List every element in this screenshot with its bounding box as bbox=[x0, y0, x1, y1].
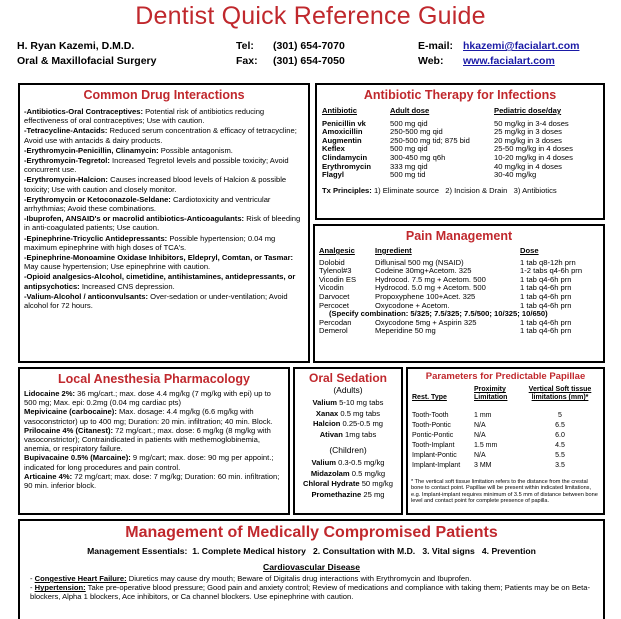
antibiotic-row-cell: Penicillin vk bbox=[322, 118, 366, 128]
papillae-row-cell: 5.5 bbox=[555, 452, 565, 459]
antibiotic-row-cell: 25 mg/kg in 3 doses bbox=[494, 127, 562, 137]
drug-interaction-item-term: -Epinephrine-Tricyclic Antidepressants: bbox=[24, 233, 168, 243]
pain-header-row bbox=[319, 247, 599, 256]
adult-sedation-item bbox=[297, 419, 399, 430]
web-link bbox=[463, 55, 555, 67]
pain-specify: (Specify combination: 5/325; 7.5/325; 7.5/500; 10/325; 10/650) bbox=[329, 309, 548, 319]
antibiotic-row-cell: 50 mg/kg in 3-4 doses bbox=[494, 118, 569, 128]
drug-interaction-item-term: -Opioid analgesics-Alcohol, cimetidine, antihistamines, antidepressants, or antipsychotics: bbox=[24, 272, 296, 291]
drug-interaction-item-term: -Erythromycin or Ketoconazole-Seldane: bbox=[24, 194, 171, 204]
drug-interaction-item-term: -Ibuprofen, ANSAID's or macrolid antibiotics-Anticoagulants: bbox=[24, 214, 245, 224]
compromised-title: Management of Medically Compromised Patients bbox=[125, 524, 498, 541]
ingredient-header: Ingredient bbox=[375, 246, 412, 255]
page-title: Dentist Quick Reference Guide bbox=[135, 2, 486, 30]
papillae-row-cell: Pontic-Pontic bbox=[412, 432, 454, 439]
anesthesia-item bbox=[24, 407, 284, 425]
compromised-box bbox=[18, 519, 605, 619]
drug-interaction-item-desc: May cause hypertension; Use epinephrine with caution. bbox=[24, 262, 211, 272]
papillae-row bbox=[411, 441, 600, 451]
pain-row-cell: Hydrocod. 5.0 mg + Acetom. 500 bbox=[375, 283, 486, 293]
antibiotic-row-cell: 300-450 mg q6h bbox=[390, 152, 446, 162]
pain-row-cell: 1-2 tabs q4-6h prn bbox=[520, 266, 583, 276]
adult-sedation-item-desc: 0.25-0.5 mg bbox=[340, 419, 384, 428]
adult-sedation-item-term: Valium bbox=[312, 398, 338, 407]
anesthesia-item-desc: 9 mg/cart; max. dose: 90 mg per appoint.; indicated for long procedures and pain control. bbox=[24, 453, 274, 472]
cardio-item: - Congestive Heart Failure: Diuretics may cause dry mouth; Beware of Digitalis drug interactions with Erythromycin and Ibuprofen. bbox=[30, 574, 472, 583]
antibiotic-header-row bbox=[322, 107, 598, 116]
pain-row-cell: 1 tab q4-6h prn bbox=[520, 283, 572, 293]
pain-row-cell: Darvocet bbox=[319, 291, 350, 301]
antibiotic-table bbox=[322, 107, 598, 180]
drug-interaction-item bbox=[24, 195, 304, 213]
papillae-row bbox=[411, 461, 600, 471]
antibiotic-row-cell: 333 mg qid bbox=[390, 161, 428, 171]
cardio-item-desc: Diuretics may cause dry mouth; Beware of Digitalis drug interactions with Erythromycin and Ibuprofen. bbox=[126, 574, 472, 583]
papillae-box bbox=[406, 367, 605, 515]
tx-principles bbox=[322, 186, 598, 195]
children-sedation-item bbox=[297, 479, 399, 490]
papillae-row-cell: Tooth-Tooth bbox=[412, 412, 449, 419]
drug-interaction-item-term: -Erythromycin-Penicillin, Clinamycin: bbox=[24, 145, 159, 155]
antibiotic-row-cell: Flagyl bbox=[322, 170, 344, 180]
pain-row-cell: Demerol bbox=[319, 326, 348, 336]
antibiotic-row-cell: 500 mg tid bbox=[390, 170, 426, 180]
papillae-note: * The vertical soft tissue limitation refers to the distance from the crestal bone to contact point. Papillae will be present within indicated limitations, e.g. Implant-implant requires minimum of 3.5 mm of distance between bone level and contact point for complete presence of papilla. bbox=[411, 479, 598, 505]
cardio-item-term: Hypertension: bbox=[34, 583, 86, 593]
pain-row-cell: Oxycodone 5mg + Aspirin 325 bbox=[375, 317, 477, 327]
pain-row-cell: Propoxyphene 100+Acet. 325 bbox=[375, 291, 476, 301]
anesthesia-item-desc: 72 mg/cart.; max. dose: 6 mg/kg (8 mg/kg with vasoconstrictor); Contraindicated in patients with methemoglobinemia, anemia, or respiratory failure. bbox=[24, 425, 271, 454]
drug-interaction-item bbox=[24, 272, 304, 290]
sedation-box bbox=[293, 367, 403, 515]
anesthesia-item-term: Lidocaine 2%: bbox=[24, 389, 76, 398]
antibiotic-row-cell: 500 mg qid bbox=[390, 118, 428, 128]
pain-row bbox=[319, 327, 599, 336]
pain-row-cell: Percocet bbox=[319, 300, 349, 310]
web-link-text[interactable]: www.facialart.com bbox=[463, 55, 555, 67]
pain-row-cell: Percodan bbox=[319, 317, 352, 327]
anesthesia-box bbox=[18, 367, 290, 515]
pain-row-cell: 1 tab q4-6h prn bbox=[520, 274, 572, 284]
drug-interaction-item-term: -Tetracycline-Antacids: bbox=[24, 126, 108, 136]
anesthesia-item bbox=[24, 453, 284, 471]
adult-sedation-item bbox=[297, 430, 399, 441]
children-sedation-item-term: Valium bbox=[311, 458, 336, 467]
antibiotic-row-cell: 25-50 mg/kg in 4 doses bbox=[494, 144, 573, 154]
tel-value: (301) 654-7070 bbox=[273, 40, 345, 52]
anesthesia-item bbox=[24, 389, 284, 407]
pediatric-dose-header: Pediatric dose/day bbox=[494, 106, 562, 115]
papillae-row bbox=[411, 431, 600, 441]
adult-sedation-item-desc: 5-10 mg tabs bbox=[337, 398, 384, 407]
adult-sedation-item-term: Xanax bbox=[315, 408, 339, 418]
proximity-header: Proximity Limitation bbox=[474, 386, 508, 401]
antibiotic-row-cell: 30-40 mg/kg bbox=[494, 170, 537, 180]
papillae-row-cell: Tooth-Implant bbox=[412, 442, 455, 449]
drug-interaction-item-desc: Risk of bleeding in anti-coagulated patients; Use caution. bbox=[24, 214, 301, 233]
children-sedation-item-term: Midazolam bbox=[310, 468, 350, 478]
pain-row-cell: Tylenol#3 bbox=[319, 266, 352, 276]
children-sedation-item-desc: 0.3-0.5 mg/kg bbox=[335, 458, 385, 467]
papillae-row-cell: N/A bbox=[474, 452, 486, 459]
drug-interaction-item-term: -Antibiotics-Oral Contraceptives: bbox=[24, 107, 143, 116]
drug-interaction-item-term: -Erythromycin-Tegretol: bbox=[24, 156, 110, 166]
analgesic-header: Analgesic bbox=[319, 246, 355, 255]
papillae-table bbox=[411, 385, 600, 471]
papillae-row-cell: 3 MM bbox=[474, 462, 492, 469]
drug-interaction-item bbox=[24, 175, 304, 193]
children-sedation-item-term: Chloral Hydrate bbox=[303, 479, 360, 488]
doctor-specialty: Oral & Maxillofacial Surgery bbox=[17, 55, 157, 67]
adult-sedation-item-desc: 1mg tabs bbox=[342, 429, 377, 439]
papillae-row bbox=[411, 411, 600, 421]
drug-interaction-item-desc: Increased Tegretol levels and possible toxicity; Avoid concurrent use. bbox=[24, 156, 289, 175]
children-sedation-item-desc: 50 mg/kg bbox=[359, 479, 393, 488]
papillae-row-cell: 1.5 mm bbox=[474, 442, 498, 449]
antibiotic-row-cell: 40 mg/kg in 4 doses bbox=[494, 161, 562, 171]
drug-interaction-item-desc: Increased CNS depression. bbox=[79, 281, 175, 291]
antibiotic-row bbox=[322, 171, 598, 180]
tx-principles-text: 1) Eliminate source 2) Incision & Drain 3) Antibiotics bbox=[373, 185, 557, 195]
pain-box bbox=[313, 224, 605, 363]
anesthesia-item-term: Mepivicaine (carbocaine): bbox=[24, 407, 117, 417]
papillae-row-cell: Implant-Implant bbox=[412, 462, 461, 469]
children-sedation-item-term: Promethazine bbox=[311, 489, 362, 499]
antibiotic-row-cell: Erythromycin bbox=[322, 161, 371, 171]
management-essentials: Management Essentials: 1. Complete Medical history 2. Consultation with M.D. 3. Vital signs 4. Prevention bbox=[87, 546, 536, 556]
drug-interaction-item bbox=[24, 107, 304, 125]
children-label: (Children) bbox=[329, 445, 367, 455]
sedation-title: Oral Sedation bbox=[308, 371, 388, 385]
web-label: Web: bbox=[418, 55, 444, 67]
cardio-title: Cardiovascular Disease bbox=[263, 562, 360, 572]
children-sedation-item bbox=[297, 490, 399, 501]
pain-row-cell: 1 tab q8-12h prn bbox=[520, 257, 576, 267]
children-sedation-item-desc: 25 mg bbox=[361, 489, 385, 499]
antibiotic-row bbox=[322, 163, 598, 172]
drug-interactions-title: Common Drug Interactions bbox=[83, 88, 245, 102]
adult-sedation-item bbox=[297, 409, 399, 420]
papillae-row-cell: 6.0 bbox=[555, 432, 565, 439]
anesthesia-item-term: Articaine 4%: bbox=[24, 471, 73, 481]
tel-label: Tel: bbox=[236, 40, 254, 52]
anesthesia-title: Local Anesthesia Pharmacology bbox=[58, 372, 250, 386]
fax-value: (301) 654-7050 bbox=[273, 55, 345, 67]
antibiotic-row-cell: 250-500 mg qid bbox=[390, 127, 443, 137]
drug-interaction-item bbox=[24, 146, 304, 155]
cardio-item-desc: Take pre-operative blood pressure; Good pain and anxiety control; Review of medications and compliance with taking them; Patients may be on Beta-blockers, Alpha 1 blockers, Ace inhibitors, or Ca channel blockers. Use epinephrine with caution. bbox=[30, 583, 590, 602]
antibiotic-header: Antibiotic bbox=[322, 106, 358, 115]
fax-label: Fax: bbox=[236, 55, 258, 67]
papillae-row-cell: 4.5 bbox=[555, 442, 565, 449]
drug-interaction-item-desc: Causes increased blood levels of Halcion & possible toxicity; Use with caution and closely monitor. bbox=[24, 175, 287, 194]
pain-row-cell: Diflunisal 500 mg (NSAID) bbox=[375, 257, 464, 267]
drug-interactions-list bbox=[24, 107, 304, 310]
pain-row-cell: Hydrocod. 7.5 mg + Acetom. 500 bbox=[375, 274, 486, 284]
cardio-list bbox=[30, 574, 593, 602]
doctor-name: H. Ryan Kazemi, D.M.D. bbox=[17, 40, 135, 52]
drug-interaction-item-desc: Potential risk of antibiotics reducing effectiveness of oral contraceptives; Use with caution. bbox=[24, 107, 265, 126]
antibiotic-box bbox=[315, 83, 605, 220]
anesthesia-item-desc: 36 mg/cart.; max. dose 4.4 mg/kg (7 mg/kg with epi) up to 500 mg; Max. epi: 0.2mg (0.04 mg cardiac pts) bbox=[24, 389, 271, 408]
pain-row-cell: Vicodin bbox=[319, 283, 344, 293]
pain-row-cell: 1 tab q4-6h prn bbox=[520, 317, 572, 327]
papillae-row bbox=[411, 421, 600, 431]
drug-interaction-item-desc: Reduced serum concentration & efficacy of tetracycline; Avoid use with antacids & dairy products. bbox=[24, 126, 297, 145]
anesthesia-item bbox=[24, 472, 284, 490]
anesthesia-item-desc: Max. dosage: 4.4 mg/kg (6.6 mg/kg with vasoconstrictor) up to 400 mg; Duration: 20 min. infiltration; 40 min. Block. bbox=[24, 407, 273, 426]
antibiotic-row-cell: Amoxicillin bbox=[322, 127, 363, 137]
tx-principles-label: Tx Principles: bbox=[322, 185, 372, 195]
drug-interaction-item bbox=[24, 234, 304, 252]
pain-row-cell: Dolobid bbox=[319, 257, 345, 267]
antibiotic-row-cell: Clindamycin bbox=[322, 152, 368, 162]
drug-interaction-item bbox=[24, 156, 304, 174]
adult-dose-header: Adult dose bbox=[390, 106, 430, 115]
anesthesia-item bbox=[24, 426, 284, 454]
anesthesia-item-term: Prilocaine 4% (Citanest): bbox=[24, 425, 114, 435]
antibiotic-row-cell: 250-500 mg tid; 875 bid bbox=[390, 135, 470, 145]
email-label: E-mail: bbox=[418, 40, 454, 52]
adult-sedation-item bbox=[297, 398, 399, 409]
vertical-limit-header: Vertical Soft tissue limitations (mm)* bbox=[528, 386, 592, 401]
adult-sedation-list bbox=[297, 398, 399, 440]
children-sedation-list bbox=[297, 458, 399, 500]
pain-row-cell: 1 tab q4-6h prn bbox=[520, 300, 572, 310]
antibiotic-row-cell: Augmentin bbox=[322, 135, 362, 145]
adult-sedation-item-term: Halcion bbox=[312, 419, 341, 428]
papillae-row-cell: N/A bbox=[474, 432, 486, 439]
children-sedation-item bbox=[297, 469, 399, 480]
dose-header: Dose bbox=[520, 246, 539, 255]
antibiotic-row-cell: Keflex bbox=[322, 144, 345, 154]
papillae-header-row bbox=[411, 385, 600, 403]
papillae-row-cell: Implant-Pontic bbox=[412, 452, 457, 459]
antibiotic-row-cell: 20 mg/kg in 3 doses bbox=[494, 135, 562, 145]
papillae-row-cell: 5 bbox=[558, 412, 562, 419]
drug-interaction-item bbox=[24, 126, 304, 144]
drug-interactions-box bbox=[18, 83, 310, 363]
papillae-row-cell: Tooth-Pontic bbox=[412, 422, 451, 429]
children-sedation-item-desc: 0.5 mg/kg bbox=[349, 468, 386, 478]
drug-interaction-item-desc: Over-sedation or under-ventilation; Avoid alcohol for 72 hours. bbox=[24, 291, 288, 311]
cardio-item-term: Congestive Heart Failure: bbox=[34, 574, 127, 583]
pain-title: Pain Management bbox=[405, 229, 513, 243]
papillae-row bbox=[411, 451, 600, 461]
drug-interaction-item-desc: Cardiotoxicity and ventricular arrhythmias; Avoid these combinations. bbox=[24, 194, 271, 214]
rest-type-header: Rest. Type bbox=[412, 394, 447, 401]
anesthesia-item-term: Bupivacaine 0.5% (Marcaine): bbox=[24, 453, 131, 463]
pain-row-cell: Vicodin ES bbox=[319, 274, 357, 284]
adult-sedation-item-term: Ativan bbox=[319, 429, 343, 439]
papillae-title: Parameters for Predictable Papillae bbox=[425, 371, 586, 382]
drug-interaction-item bbox=[24, 214, 304, 232]
email-link bbox=[463, 40, 579, 52]
adults-label: (Adults) bbox=[333, 385, 363, 395]
cardio-item: - Hypertension: Take pre-operative blood pressure; Good pain and anxiety control; Review of medications and compliance with taking them; Patients may be on Beta-blockers, Alpha 1 blockers, Ace inhibitors, or Ca channel blockers. Use epinephrine with caution. bbox=[30, 583, 590, 602]
pain-row-cell: Oxycodone + Acetom. bbox=[375, 300, 450, 310]
pain-row-cell: Codeine 30mg+Acetom. 325 bbox=[375, 266, 472, 276]
antibiotic-row-cell: 10-20 mg/kg in 4 doses bbox=[494, 152, 573, 162]
papillae-row-cell: 1 mm bbox=[474, 412, 492, 419]
drug-interaction-item-desc: Possible antagonism. bbox=[158, 145, 233, 155]
drug-interaction-item-term: -Erythromycin-Halcion: bbox=[24, 175, 108, 185]
adult-sedation-item-desc: 0.5 mg tabs bbox=[338, 408, 381, 418]
email-link-text[interactable]: hkazemi@facialart.com bbox=[463, 40, 580, 52]
children-sedation-item bbox=[297, 458, 399, 469]
drug-interaction-item-desc: Possible hypertension; 0.04 mg maximum epinephrine with high doses of TCA's. bbox=[24, 233, 276, 252]
drug-interaction-item bbox=[24, 253, 304, 271]
pain-table bbox=[319, 247, 599, 336]
pain-row-cell: Meperidine 50 mg bbox=[375, 326, 436, 336]
papillae-row-cell: N/A bbox=[474, 422, 486, 429]
pain-row-cell: 1 tab q4-6h prn bbox=[520, 326, 572, 336]
drug-interaction-item bbox=[24, 292, 304, 310]
drug-interaction-item-term: -Valium-Alcohol / anticonvulsants: bbox=[24, 291, 149, 301]
antibiotic-row-cell: 500 mg qid bbox=[390, 144, 428, 154]
anesthesia-item-desc: 72 mg/cart; max. dose: 7 mg/kg; Duration: 60 min. infiltration; 90 min. inferior block. bbox=[24, 471, 280, 491]
anesthesia-list bbox=[24, 389, 284, 490]
papillae-row-cell: 6.5 bbox=[555, 422, 565, 429]
papillae-row-cell: 3.5 bbox=[555, 462, 565, 469]
drug-interaction-item-term: -Epinephrine-Monoamine Oxidase Inhibitors, Eldepryl, Comtan, or Tasmar: bbox=[24, 253, 294, 263]
pain-row-cell: 1 tab q4-6h prn bbox=[520, 291, 572, 301]
antibiotic-title: Antibiotic Therapy for Infections bbox=[363, 88, 557, 102]
